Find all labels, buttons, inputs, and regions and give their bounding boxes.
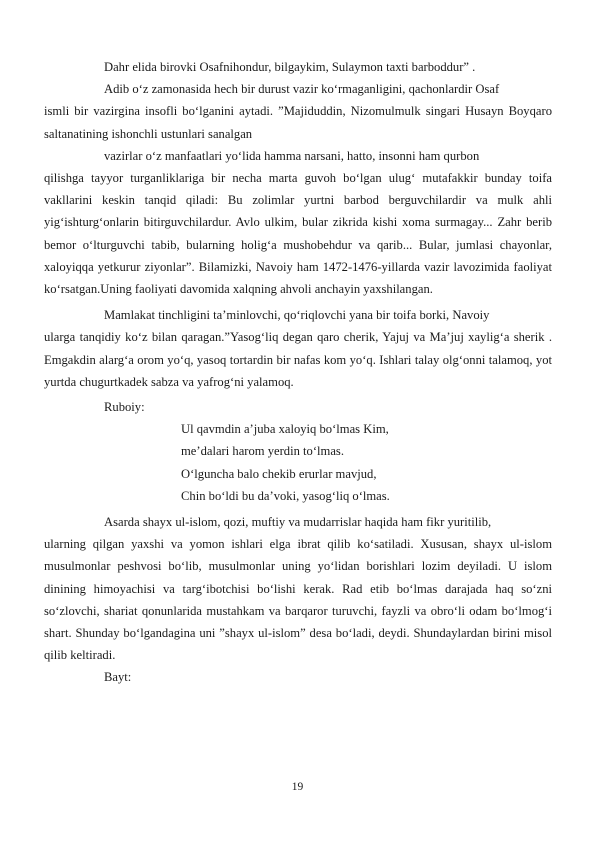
page-number: 19 xyxy=(291,781,304,793)
bayt-label: Bayt: xyxy=(104,670,132,685)
paragraph-text: ularning qilgan yaxshi va yomon ishlari elga ibrat qilib ko‘satiladi. Xususan, shayx ul-islom musulmonlar peshvosi bo‘lib, musulmonlar uning yo‘lidan borishlari lozim deyiladi. U islom dinining himoyachisi va targ‘ibotchisi bo‘lishi kerak. Rad etib bo‘lmas darajada haq so‘zni so‘zlovchi, shariat qonunlarida mustahkam va barqaror turuvchi, fayzli va obro‘li odam bo‘lmog‘i shart. Shunday bo‘lgandagina uni ”shayx ul-islom” desa bo‘ladi, deydi. Shundaylardan birini misol qilib keltiradi. xyxy=(44,537,552,663)
paragraph-viziers-sacrifice xyxy=(44,145,552,300)
ruboiy-label: Ruboiy: xyxy=(104,400,145,415)
paragraph-first-line: Mamlakat tinchligini ta’minlovchi, qo‘riqlovchi yana bir toifa borki, Navoiy xyxy=(104,308,490,323)
paragraph-first-line: Adib o‘z zamonasida hech bir durust vazir ko‘rmaganligini, qachonlardir Osaf xyxy=(104,82,500,97)
paragraph-shaykh-ul-islom xyxy=(44,511,552,666)
paragraph-vizier-critique xyxy=(44,78,552,145)
paragraph-text: qilishga tayyor turganliklariga bir necha marta guvoh bo‘lgan ulug‘ mutafakkir bunday toifa vakllarini keskin tanqid qiladi: Bu zolimlar yurtni barbod berguvchilardir va mulk ahli yig‘ishturg‘onlarin bitirguvchilardur. Avlo ulkim, bular zikrida kishi xoma surmagay... Zahr berib bemor o‘lturguvchi tabib, bularning holig‘a mushobehdur va qarib... Bular, jumlasi chayonlar, xaloyiqqa yetkurur ziyonlar”. Bilamizki, Navoiy ham 1472-1476-yillarda vazir lavozimida faoliyat ko‘rsatgan.Uning faoliyati davomida xalqning ahvoli anchayin yaxshilangan. xyxy=(44,171,552,297)
paragraph-soldiers xyxy=(44,304,552,393)
paragraph-osaf-quote xyxy=(104,56,552,78)
paragraph-text: Dahr elida birovki Osafnihondur, bilgaykim, Sulaymon taxti barboddur” . xyxy=(104,60,476,74)
verse-line: Chin bo‘ldi bu da’voki, yasog‘liq o‘lmas. xyxy=(181,488,390,503)
paragraph-text: ularga tanqidiy ko‘z bilan qaragan.”Yasog‘liq degan qaro cherik, Yajuj va Ma’juj xaylig‘a sherik . Emgakdin alarg‘a orom yo‘q, yasoq tortardin bir nafas kom yo‘q. Ishlari talay olg‘onni talamoq, yot yurtda chugurtkadek sabza va yafrog‘ni yalamoq. xyxy=(44,330,552,389)
paragraph-first-line: Asarda shayx ul-islom, qozi, muftiy va mudarrislar haqida ham fikr yuritilib, xyxy=(104,515,492,530)
verse-line: me’dalari harom yerdin to‘lmas. xyxy=(181,444,344,459)
ruboiy-verse xyxy=(104,418,552,507)
verse-line: O‘lguncha balo chekib erurlar mavjud, xyxy=(181,466,377,481)
paragraph-first-line: vazirlar o‘z manfaatlari yo‘lida hamma narsani, hatto, insonni ham qurbon xyxy=(104,148,480,163)
paragraph-text: ismli bir vazirgina insofli bo‘lganini aytadi. ”Majiduddin, Nizomulmulk singari Husayn Boyqaro saltanatining ishonchli ustunlari sanalgan xyxy=(44,104,552,141)
verse-line: Ul qavmdin a’juba xaloyiq bo‘lmas Kim, xyxy=(181,422,389,437)
page-content xyxy=(44,56,552,689)
